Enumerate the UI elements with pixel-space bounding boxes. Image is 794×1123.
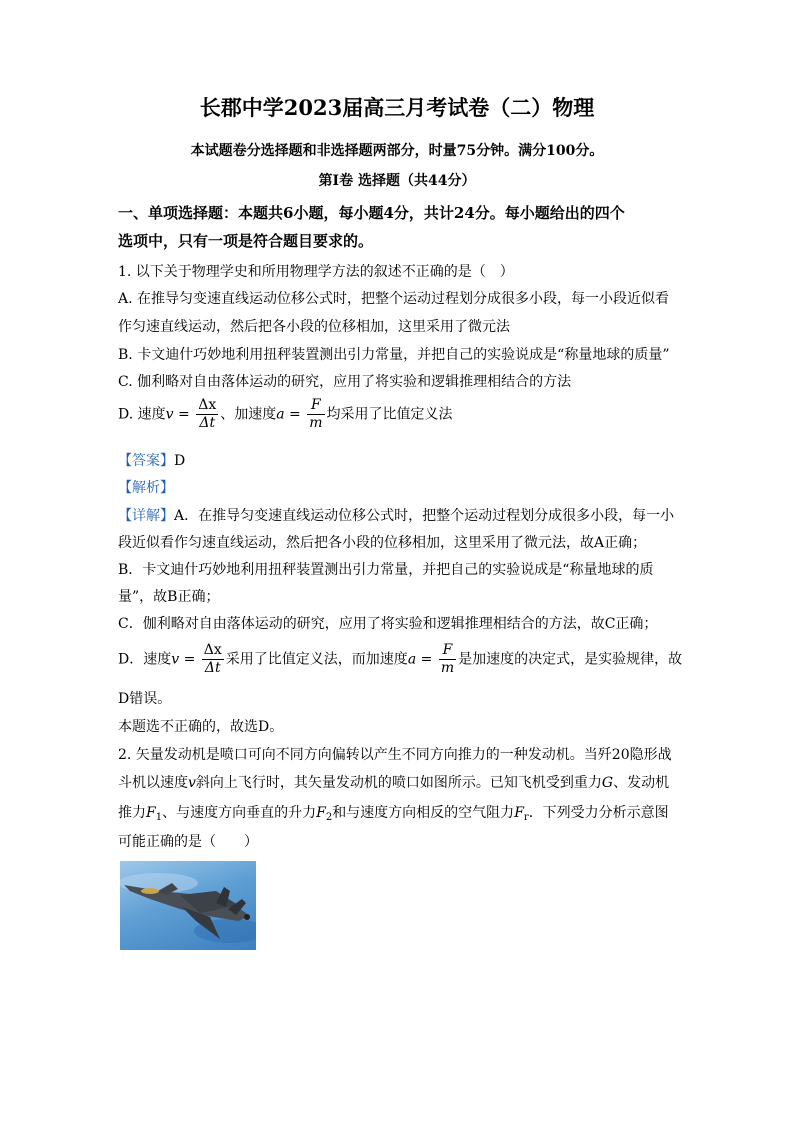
formula-acceleration-fraction bbox=[307, 397, 324, 432]
formula-dx-2: Δx bbox=[203, 642, 222, 658]
q1-explanation-line4: 量”，故B正确； bbox=[118, 589, 220, 605]
formula-dt-2: Δt bbox=[204, 660, 221, 676]
explanation-d-prefix: D．速度 bbox=[118, 651, 172, 668]
formula-acceleration-fraction-2 bbox=[439, 642, 456, 677]
formula-equals-2: = bbox=[284, 406, 306, 423]
q2-l2b: 斜向上飞行时，其矢量发动机的喷口如图所示。已知飞机受到重力 bbox=[195, 775, 602, 791]
q2-f1-symbol: F bbox=[146, 805, 156, 821]
q1-answer bbox=[118, 451, 678, 471]
q1-stem: 1. 以下关于物理学史和所用物理学方法的叙述不正确的是（ ） bbox=[118, 264, 514, 280]
q2-fr-sub: r bbox=[523, 812, 529, 823]
q1-explanation-line1 bbox=[118, 506, 678, 526]
section-heading-line1: 一、单项选择题：本题共6小题，每小题4分，共计24分。每小题给出的四个 bbox=[118, 204, 625, 222]
q1-option-d-prefix: D. 速度 bbox=[118, 406, 166, 423]
q1-explanation-line5: C．伽利略对自由落体运动的研究，应用了将实验和逻辑推理相结合的方法，故C正确； bbox=[118, 616, 658, 632]
q1-explanation-line2: 段近似看作匀速直线运动，然后把各小段的位移相加，这里采用了微元法，故A正确； bbox=[118, 535, 647, 551]
q2-f2-sub: 2 bbox=[325, 812, 333, 823]
formula-equals-3: = bbox=[179, 651, 200, 668]
formula-a-symbol: a bbox=[276, 406, 285, 423]
q1-explanation-line6 bbox=[118, 642, 683, 677]
q2-velocity-symbol: v bbox=[188, 775, 196, 791]
formula-m-2: m bbox=[440, 660, 455, 676]
page-title: 长郡中学2023届高三月考试卷（二）物理 bbox=[199, 95, 595, 120]
q2-stem-line3 bbox=[118, 803, 678, 828]
answer-tag: 【答案】 bbox=[118, 453, 174, 469]
analysis-tag: 【解析】 bbox=[118, 480, 174, 496]
q1-explanation-line3: B．卡文迪什巧妙地利用扭秤装置测出引力常量，并把自己的实验说成是“称量地球的质 bbox=[118, 562, 654, 578]
explanation-d-suffix: 是加速度的决定式，是实验规律，故 bbox=[458, 651, 683, 668]
q1-option-d bbox=[118, 397, 678, 432]
formula-equals-4: = bbox=[416, 651, 437, 668]
q2-f2-symbol: F bbox=[316, 805, 326, 821]
q2-gravity-symbol: G bbox=[601, 775, 614, 791]
q1-conclusion: 本题选不正确的，故选D。 bbox=[118, 719, 284, 735]
formula-v-symbol-2: v bbox=[171, 651, 180, 668]
answer-value: D bbox=[174, 453, 186, 469]
q2-f1-sub: 1 bbox=[155, 812, 163, 823]
explanation-text-1: A．在推导匀变速直线运动位移公式时，把整个运动过程划分成很多小段，每一小 bbox=[174, 508, 675, 524]
exam-subtitle: 本试题卷分选择题和非选择题两部分，时量75分钟。满分100分。 bbox=[190, 143, 604, 159]
q2-l3c: 和与速度方向相反的空气阻力 bbox=[332, 805, 515, 821]
formula-v-symbol: v bbox=[165, 406, 174, 423]
q1-option-d-suffix: 均采用了比值定义法 bbox=[326, 406, 453, 423]
section-heading-line2: 选项中，只有一项是符合题目要求的。 bbox=[118, 232, 374, 250]
q1-analysis-tag bbox=[118, 478, 678, 498]
formula-dt: Δt bbox=[199, 415, 216, 431]
q1-option-d-mid: 、加速度 bbox=[220, 406, 277, 423]
formula-velocity-fraction-2 bbox=[202, 642, 224, 677]
explanation-d-mid: 采用了比值定义法，而加速度 bbox=[225, 651, 408, 668]
fighter-jet-icon bbox=[120, 861, 256, 950]
q2-l3d: ．下列受力分析示意图 bbox=[528, 805, 669, 821]
formula-velocity-fraction bbox=[196, 397, 218, 432]
formula-F-2: F bbox=[439, 642, 456, 660]
formula-equals: = bbox=[173, 406, 195, 423]
formula-dx: Δx bbox=[198, 397, 217, 413]
q2-l3a: 推力 bbox=[118, 805, 146, 821]
fighter-jet-photo bbox=[120, 861, 256, 950]
part-heading: 第Ⅰ卷 选择题（共44分） bbox=[318, 173, 476, 189]
q1-explanation-line7: D错误。 bbox=[118, 691, 172, 707]
q1-option-a-line1: A. 在推导匀变速直线运动位移公式时，把整个运动过程划分成很多小段，每一小段近似看 bbox=[118, 291, 670, 307]
q2-stem-line2 bbox=[118, 773, 678, 793]
q2-stem-line1: 2. 矢量发动机是喷口可向不同方向偏转以产生不同方向推力的一种发动机。当歼20隐形战 bbox=[118, 747, 672, 763]
q2-l3b: 、与速度方向垂直的升力 bbox=[162, 805, 317, 821]
formula-F: F bbox=[307, 397, 324, 415]
q1-option-a-line2: 作匀速直线运动，然后把各小段的位移相加，这里采用了微元法 bbox=[118, 319, 510, 335]
q2-fr-symbol: F bbox=[514, 805, 524, 821]
q2-stem-line4: 可能正确的是（ ） bbox=[118, 834, 258, 850]
q2-l2c: 、发动机 bbox=[613, 775, 670, 791]
detail-tag: 【详解】 bbox=[118, 508, 174, 524]
q2-l2a: 斗机以速度 bbox=[118, 775, 188, 791]
q1-option-b: B. 卡文迪什巧妙地利用扭秤装置测出引力常量，并把自己的实验说成是“称量地球的质量” bbox=[118, 347, 670, 363]
formula-m: m bbox=[309, 415, 323, 431]
q1-option-c: C. 伽利略对自由落体运动的研究，应用了将实验和逻辑推理相结合的方法 bbox=[118, 374, 572, 390]
formula-a-symbol-2: a bbox=[407, 651, 417, 668]
